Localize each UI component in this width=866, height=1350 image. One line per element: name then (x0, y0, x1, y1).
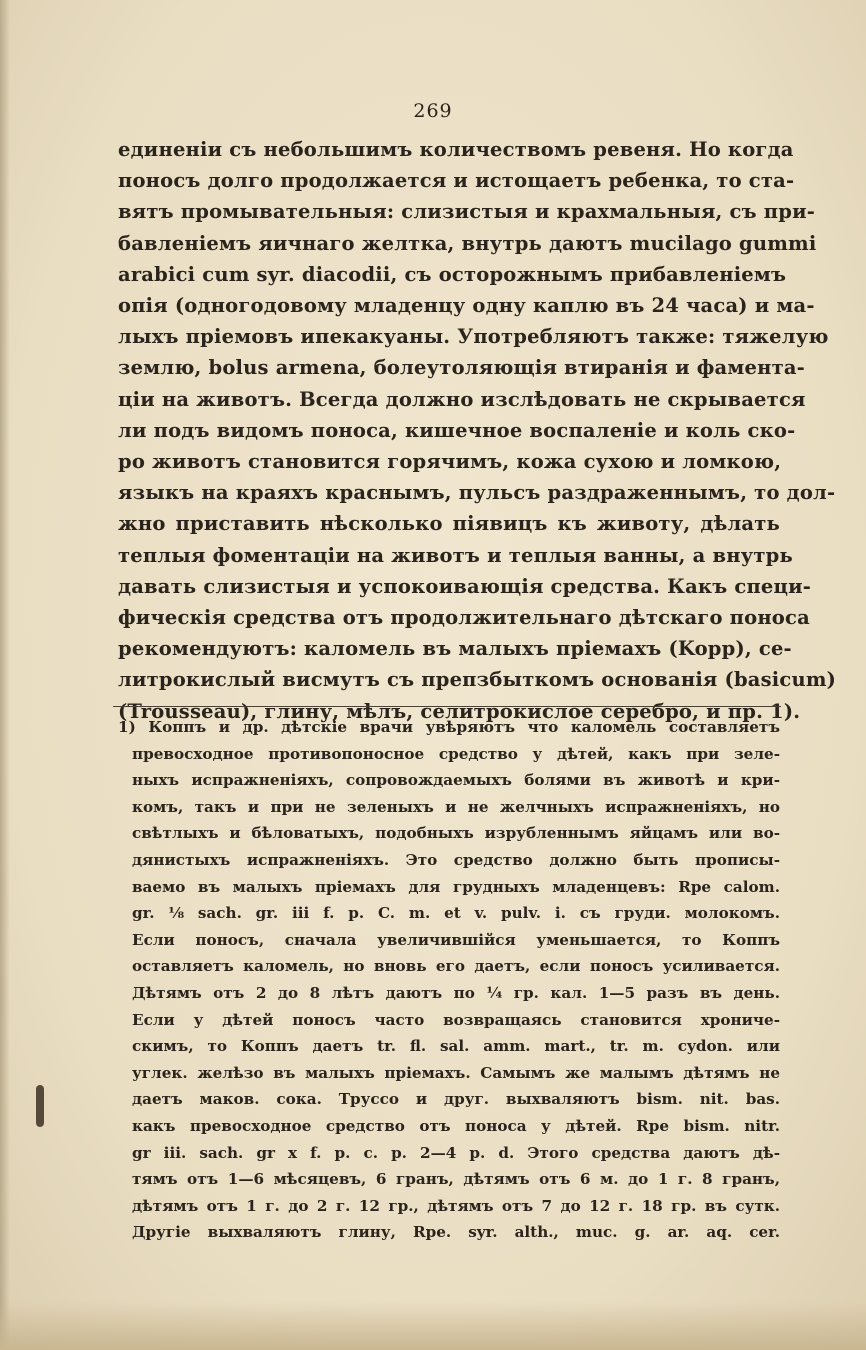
text-line: (Trousseau), глину, мѣлъ, селитрокислое серебро, и пр. 1). (118, 699, 801, 723)
text-line: ли подъ видомъ поноса, кишечное воспаленiе и коль ско- (118, 418, 796, 442)
footnote-line: углек. желѣзо въ малыхъ прiемахъ. Самымъ же малымъ дѣтямъ не (132, 1063, 780, 1082)
footnote-line: 1) Коппъ и др. дѣтскiе врачи увѣряютъ что каломель составляетъ (118, 718, 780, 736)
footnote-line: свѣтлыхъ и бѣловатыхъ, подобныхъ изрубленнымъ яйцамъ или во- (132, 824, 780, 843)
text-line: теплыя фоментацiи на животъ и теплыя ванны, а внутрь (118, 543, 793, 567)
text-line: бавленiемъ яичнаго желтка, внутрь даютъ mucilago gummi (118, 231, 817, 255)
footnote-line: какъ превосходное средство отъ поноса у дѣтей. Rpe bism. nitr. (132, 1116, 780, 1135)
text-line: фическiя средства отъ продолжительнаго дѣтскаго поноса (118, 606, 810, 630)
footnote-line: скимъ, то Коппъ даетъ tr. fl. sal. amm. mart., tr. m. cydon. или (132, 1037, 780, 1056)
text-line: поносъ долго продолжается и истощаетъ ребенка, то ста- (118, 169, 795, 193)
page-number: 269 (413, 100, 453, 122)
footnote-line: превосходное противопоносное средство у дѣтей, какъ при зеле- (132, 744, 780, 763)
footnote-line: Другiе выхваляютъ глину, Rpe. syr. alth., muc. g. ar. aq. cer. (132, 1223, 780, 1242)
footnote-line: ныхъ испражненiяхъ, сопровождаемыхъ болями въ животѣ и кри- (132, 771, 780, 790)
text-line: вятъ промывательныя: слизистыя и крахмальныя, съ при- (118, 200, 816, 224)
text-line: жно приставить нѣсколько пiявицъ къ животу, дѣлать (118, 512, 780, 536)
footnote-line: дѣтямъ отъ 1 г. до 2 г. 12 гр., дѣтямъ отъ 7 до 12 г. 18 гр. въ сутк. (132, 1196, 780, 1215)
text-line: ро животъ становится горячимъ, кожа сухою и ломкою, (118, 450, 782, 474)
footnote-line: комъ, такъ и при не зеленыхъ и не желчныхъ испражненiяхъ, но (132, 797, 780, 816)
footnote-line: gr. ⅛ sach. gr. iii f. p. C. m. et v. pulv. i. съ груди. молокомъ. (132, 904, 780, 923)
text-line: давать слизистыя и успокоивающiя средства. Какъ специ- (118, 574, 812, 598)
footnote-line: тямъ отъ 1—6 мѣсяцевъ, 6 гранъ, дѣтямъ отъ 6 м. до 1 г. 8 гранъ, (132, 1170, 780, 1189)
footnote-line: ваемо въ малыхъ прiемахъ для грудныхъ младенцевъ: Rpe calom. (132, 877, 780, 896)
text-line: опiя (одногодовому младенцу одну каплю въ 24 часа) и ма- (118, 294, 815, 318)
footnote-line: оставляетъ каломель, но вновь его даетъ, если поносъ усиливается. (132, 957, 780, 976)
footnote-line: gr iii. sach. gr x f. p. c. p. 2—4 p. d. Этого средства даютъ дѣ- (132, 1143, 780, 1162)
footnote (118, 714, 780, 1246)
text-line: языкъ на краяхъ краснымъ, пульсъ раздраженнымъ, то дол- (118, 481, 836, 505)
footnote-line: даетъ маков. сока. Труссо и друг. выхваляютъ bism. nit. bas. (132, 1090, 780, 1109)
page-bottom-shadow (0, 1302, 866, 1350)
text-line: литрокислый висмутъ съ препзбыткомъ основанiя (basicum) (118, 668, 837, 692)
main-body-text (118, 134, 837, 727)
text-line: землю, bolus armena, болеутоляющiя втиранiя и фамента- (118, 356, 805, 380)
footnote-line: Если поносъ, сначала увеличившiйся уменьшается, то Коппъ (132, 930, 780, 949)
footnote-line: дянистыхъ испражненiяхъ. Это средство должно быть прописы- (132, 850, 780, 869)
text-line: цiи на животъ. Всегда должно изслѣдовать не скрывается (118, 387, 806, 411)
footnote-line: Если у дѣтей поносъ часто возвращаясь становится хрониче- (132, 1010, 780, 1029)
page-edge-shadow (0, 0, 10, 1350)
text-line: единенiи съ небольшимъ количествомъ ревеня. Но когда (118, 138, 794, 161)
text-line: arabici cum syr. diacodii, съ осторожнымъ прибавленiемъ (118, 262, 787, 286)
text-line: рекомендуютъ: каломель въ малыхъ прiемахъ (Kopp), се- (118, 637, 792, 661)
text-line: лыхъ прiемовъ ипекакуаны. Употребляютъ также: тяжелую (118, 325, 829, 349)
ink-smudge (36, 1085, 44, 1127)
footnote-line: Дѣтямъ отъ 2 до 8 лѣтъ даютъ по ¼ гр. кал. 1—5 разъ въ день. (132, 983, 780, 1002)
footnote-divider (113, 706, 781, 707)
